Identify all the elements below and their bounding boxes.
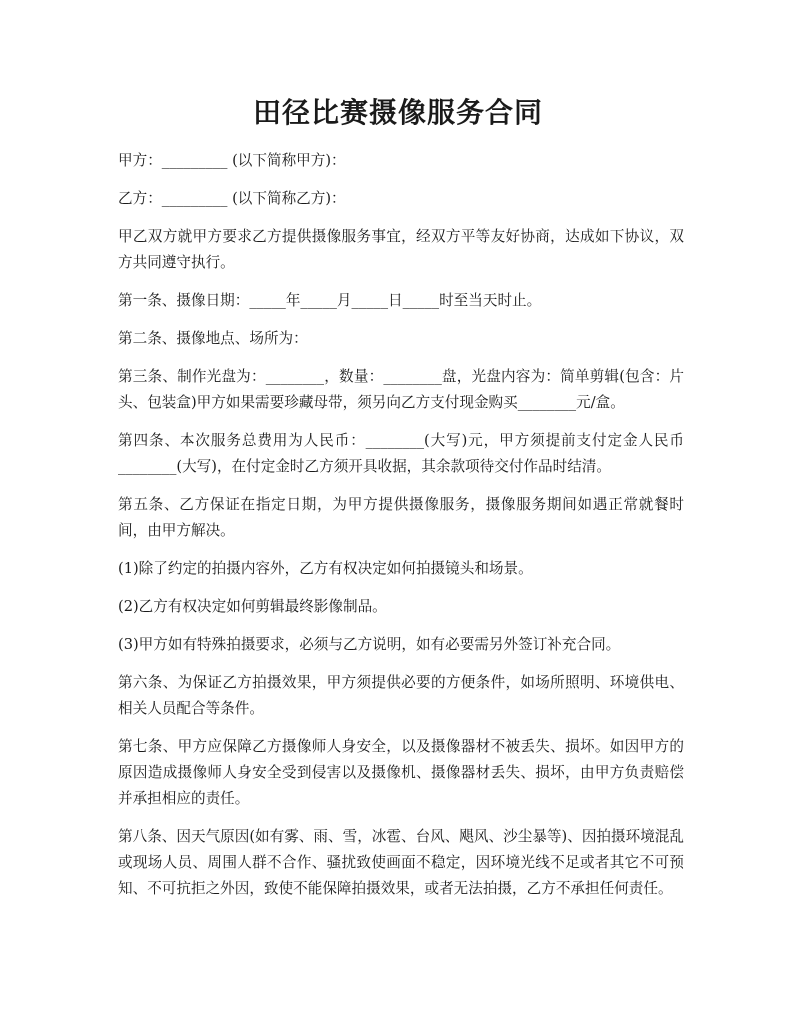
preamble-paragraph: 甲乙双方就甲方要求乙方提供摄像服务事宜，经双方平等友好协商，达成如下协议，双方共同遵守执行。 (118, 228, 684, 271)
article-5: 第五条、乙方保证在指定日期，为甲方提供摄像服务，摄像服务期间如遇正常就餐时间，由甲方解决。 (118, 496, 684, 539)
document-body (118, 148, 684, 914)
party-b-line: 乙方：_________ (以下简称乙方)： (118, 190, 346, 207)
article-4: 第四条、本次服务总费用为人民币：________(大写)元，甲方须提前支付定金人民币________(大写)，在付定金时乙方须开具收据，其余款项待交付作品时结清。 (118, 432, 684, 475)
document-title: 田径比赛摄像服务合同 (252, 96, 543, 129)
article-7: 第七条、甲方应保障乙方摄像师人身安全，以及摄像器材不被丢失、损坏。如因甲方的原因造成摄像师人身安全受到侵害以及摄像机、摄像器材丢失、损坏，由甲方负责赔偿并承担相应的责任。 (118, 738, 684, 807)
article-2: 第二条、摄像地点、场所为： (118, 330, 308, 347)
article-1: 第一条、摄像日期：_____年_____月_____日_____时至当天时止。 (118, 292, 542, 309)
article-5-item-3: (3)甲方如有特殊拍摄要求，必须与乙方说明，如有必要需另外签订补充合同。 (118, 636, 621, 653)
article-5-item-2: (2)乙方有权决定如何剪辑最终影像制品。 (118, 598, 387, 615)
party-a-line: 甲方：_________ (以下简称甲方)： (118, 152, 346, 169)
article-6: 第六条、为保证乙方拍摄效果，甲方须提供必要的方便条件，如场所照明、环境供电、相关人员配合等条件。 (118, 674, 684, 717)
article-5-item-1: (1)除了约定的拍摄内容外，乙方有权决定如何拍摄镜头和场景。 (118, 560, 533, 577)
article-3: 第三条、制作光盘为：________，数量：________盘，光盘内容为：简单剪辑(包含：片头、包装盒)甲方如果需要珍藏母带，须另向乙方支付现金购买________元/盒。 (118, 368, 684, 411)
article-8: 第八条、因天气原因(如有雾、雨、雪，冰雹、台风、飓风、沙尘暴等)、因拍摄环境混乱或现场人员、周围人群不合作、骚扰致使画面不稳定，因环境光线不足或者其它不可预知、不可抗拒之外因，致使不能保障拍摄效果，或者无法拍摄，乙方不承担任何责任。 (118, 828, 684, 897)
